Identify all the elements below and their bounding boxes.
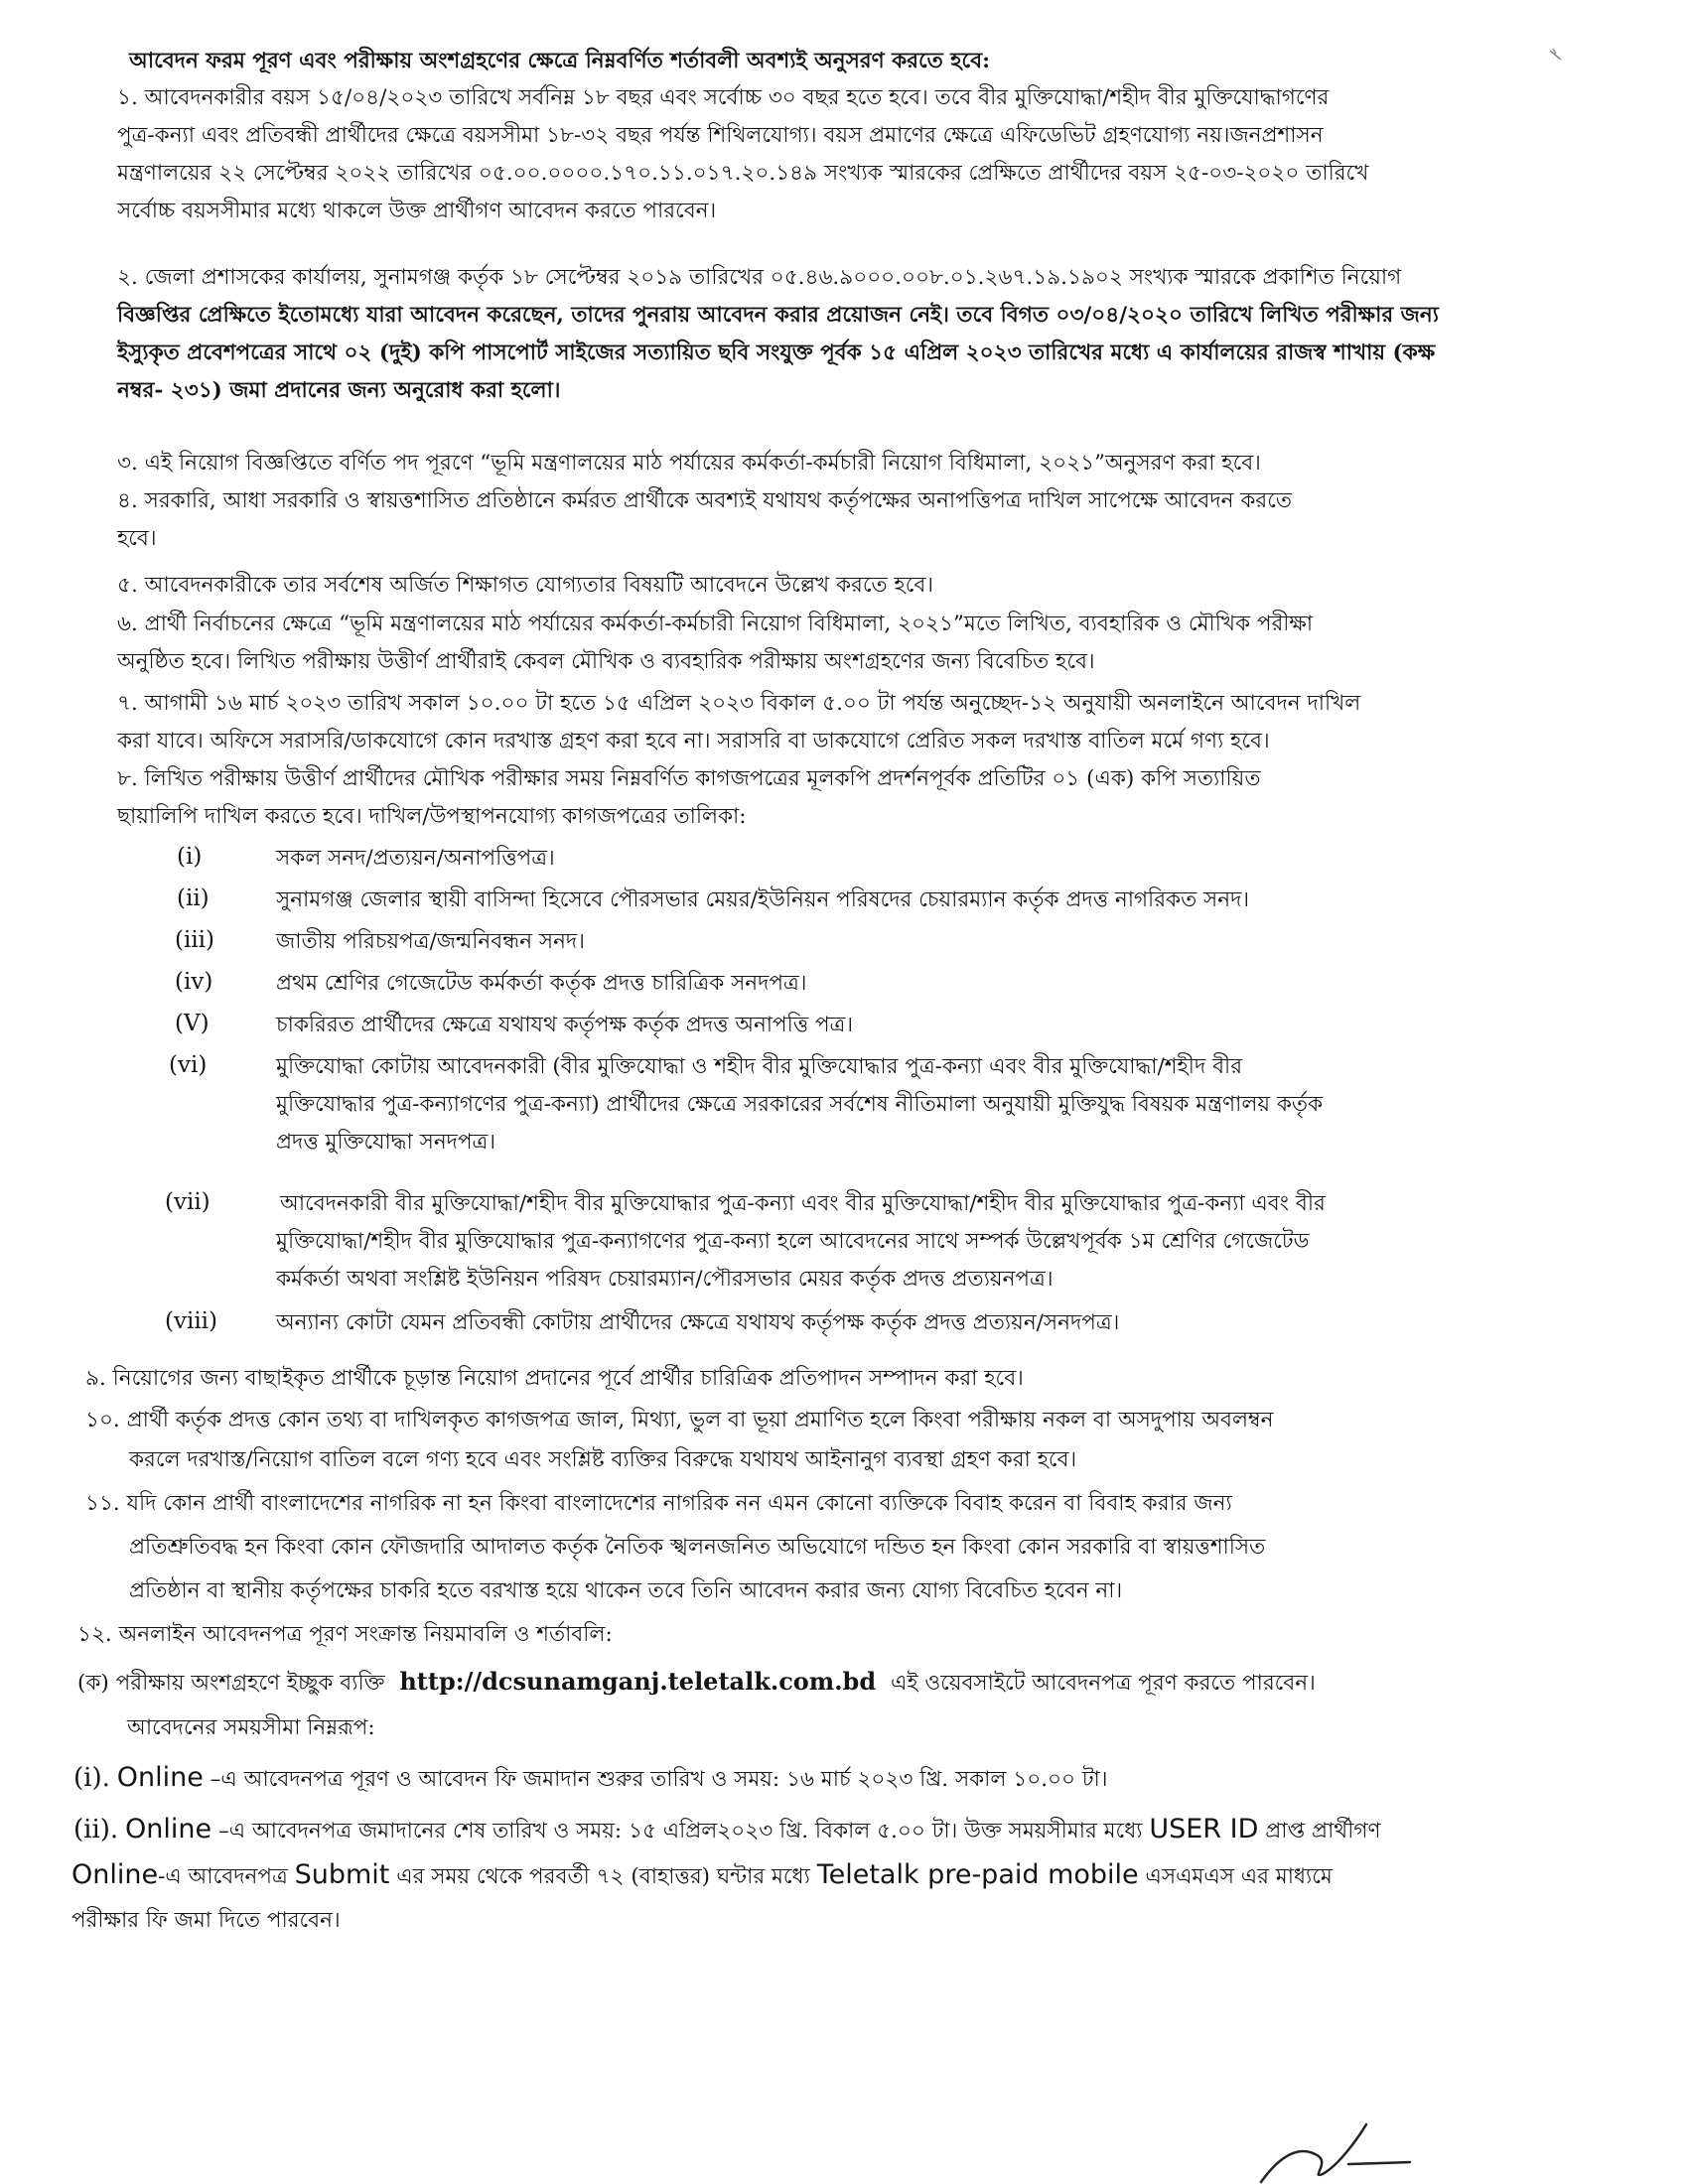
list-item-6-line-1: মুক্তিযোদ্ধা কোটায় আবেদনকারী (বীর মুক্তিযোদ্ধা ও শহীদ বীর মুক্তিযোদ্ধার পুত্র-কন্যা এবং বীর মুক্তিযোদ্ধা/শহীদ বীর (276, 1054, 1243, 1079)
online-submit-word: Online (71, 1859, 159, 1890)
online-submit-c: এসএমএস এর মাধ্যমে (1145, 1864, 1333, 1889)
item-8-line-2: ছায়ালিপি দাখিল করতে হবে। দাখিল/উপস্থাপনযোগ্য কাগজপত্রের তালিকা: (117, 804, 747, 829)
online-start-line (73, 1763, 1107, 1795)
list-numeral-3: (iii) (175, 927, 215, 953)
item-5-line-1: ৫. আবেদনকারীকে তার সর্বশেষ অর্জিত শিক্ষাগত যোগ্যতার বিষয়টি আবেদনে উল্লেখ করতে হবে। (117, 573, 934, 598)
item-12-line-1: ১২. অনলাইন আবেদনপত্র পূরণ সংক্রান্ত নিয়মাবলি ও শর্তাবলি: (77, 1622, 613, 1647)
online-start-text: –এ আবেদনপত্র পূরণ ও আবেদন ফি জমাদান শুরুর তারিখ ও সময়: ১৬ মার্চ ২০২৩ খ্রি. সকাল ১০.০০ টা। (210, 1767, 1108, 1792)
item-2-line-2: বিজ্ঞপ্তির প্রেক্ষিতে ইতোমধ্যে যারা আবেদন করেছেন, তাদের পুনরায় আবেদন করার প্রয়োজন নেই। তবে বিগত ০৩/০৪/২০২০ তারিখে লিখিত পরীক্ষার জন্য (117, 303, 1439, 328)
item-4-line-2: হবে। (117, 526, 157, 551)
item-1-line-1: ১. আবেদনকারীর বয়স ১৫/০৪/২০২৩ তারিখে সর্বনিম্ন ১৮ বছর এবং সর্বোচ্চ ৩০ বছর হতে হবে। তবে বীর মুক্তিযোদ্ধা/শহীদ বীর মুক্তিযোদ্ধাগণের (117, 85, 1330, 110)
item-7-line-2: করা যাবে। অফিসে সরাসরি/ডাকযোগে কোন দরখাস্ত গ্রহণ করা হবে না। সরাসরি বা ডাকযোগে প্রেরিত সকল দরখাস্ত বাতিল মর্মে গণ্য হবে। (117, 729, 1270, 753)
item-10-line-1: ১০. প্রার্থী কর্তৃক প্রদত্ত কোন তথ্য বা দাখিলকৃত কাগজপত্র জাল, মিথ্যা, ভুল বা ভূয়া প্রমাণিত হলে কিংবা পরীক্ষায় নকল বা অসদুপায় অবলম্বন (85, 1408, 1274, 1433)
item-8-line-1: ৮. লিখিত পরীক্ষায় উত্তীর্ণ প্রার্থীদের মৌখিক পরীক্ষার সময় নিম্নবর্ণিত কাগজপত্রের মূলকপি প্রদর্শনপূর্বক প্রতিটির ০১ (এক) কপি সত্যায়িত (117, 766, 1261, 791)
online-end-tail: প্রাপ্ত প্রার্থীগণ (1265, 1819, 1381, 1843)
list-item-6-line-2: মুক্তিযোদ্ধার পুত্র-কন্যাগণের পুত্র-কন্যা) প্রার্থীদের ক্ষেত্রে সরকারের সর্বশেষ নীতিমালা অনুযায়ী মুক্তিযুদ্ধ বিষয়ক মন্ত্রণালয় কর্তৃক (276, 1092, 1324, 1117)
online-start-num: (i). (73, 1763, 110, 1793)
notice-heading: আবেদন ফরম পূরণ এবং পরীক্ষায় অংশগ্রহণের ক্ষেত্রে নিম্নবর্ণিত শর্তাবলী অবশ্যই অনুসরণ করতে হবে: (129, 49, 991, 73)
item-2-line-4: নম্বর- ২৩১) জমা প্রদানের জন্য অনুরোধ করা হলো। (117, 378, 561, 403)
online-fee-line: পরীক্ষার ফি জমা দিতে পারবেন। (71, 1908, 341, 1933)
online-end-text: –এ আবেদনপত্র জমাদানের শেষ তারিখ ও সময়: ১৫ এপ্রিল২০২৩ খ্রি. বিকাল ৫.০০ টা। উক্ত সময়সীমার মধ্যে (217, 1819, 1143, 1843)
list-numeral-8: (viii) (165, 1308, 218, 1334)
item-6-line-2: অনুষ্ঠিত হবে। লিখিত পরীক্ষায় উত্তীর্ণ প্রার্থীরাই কেবল মৌখিক ও ব্যবহারিক পরীক্ষায় অংশগ্রহণের জন্য বিবেচিত হবে। (117, 649, 1095, 674)
item-2-line-3: ইস্যুকৃত প্রবেশপত্রের সাথে ০২ (দুই) কপি পাসপোর্ট সাইজের সত্যায়িত ছবি সংযুক্ত পূর্বক ১৫ এপ্রিল ২০২৩ তারিখের মধ্যে এ কার্যালয়ের রাজস্ব শাখায় (কক্ষ (117, 341, 1436, 365)
list-item-7-line-1: আবেদনকারী বীর মুক্তিযোদ্ধা/শহীদ বীর মুক্তিযোদ্ধার পুত্র-কন্যা এবং বীর মুক্তিযোদ্ধা/শহীদ বীর মুক্তিযোদ্ধার পুত্র-কন্যা এবং বীর (280, 1191, 1326, 1216)
list-item-7-line-3: কর্মকর্তা অথবা সংশ্লিষ্ট ইউনিয়ন পরিষদ চেয়ারম্যান/পৌরসভার মেয়র কর্তৃক প্রদত্ত প্রত্যয়নপত্র। (276, 1267, 1054, 1292)
list-item-1: সকল সনদ/প্রত্যয়ন/অনাপত্তিপত্র। (276, 846, 555, 871)
user-id-text: USER ID (1149, 1814, 1259, 1844)
list-item-4: প্রথম শ্রেণির গেজেটেড কর্মকর্তা কর্তৃক প্রদত্ত চারিত্রিক সনদপত্র। (276, 971, 807, 996)
online-end-word: Online (125, 1814, 212, 1844)
list-item-3: জাতীয় পরিচয়পত্র/জন্মনিবন্ধন সনদ। (276, 929, 585, 954)
online-end-line (73, 1815, 1380, 1846)
list-numeral-6: (vi) (169, 1052, 208, 1078)
list-numeral-1: (i) (177, 844, 203, 870)
list-numeral-2: (ii) (177, 886, 210, 911)
item-11-line-2: প্রতিশ্রুতিবদ্ধ হন কিংবা কোন ফৌজদারি আদালত কর্তৃক নৈতিক স্খলনজনিত অভিযোগে দন্ডিত হন কিংবা কোন সরকারি বা স্বায়ত্তশাসিত (129, 1535, 1266, 1560)
list-numeral-7: (vii) (165, 1189, 211, 1215)
list-item-7-line-2: মুক্তিযোদ্ধা/শহীদ বীর মুক্তিযোদ্ধার পুত্র-কন্যাগণের পুত্র-কন্যা হলে আবেদনের সাথে সম্পর্ক উল্লেখপূর্বক ১ম শ্রেণির গেজেটেড (276, 1229, 1310, 1254)
corner-scan-mark (1547, 46, 1565, 64)
signature-mark (1241, 2105, 1420, 2184)
application-url: http://dcsunamganj.teletalk.com.bd (399, 1667, 877, 1696)
item-1-line-3: মন্ত্রণালয়ের ২২ সেপ্টেম্বর ২০২২ তারিখের ০৫.০০.০০০০.১৭০.১১.০১৭.২০.১৪৯ সংখ্যক স্মারকের প্রেক্ষিতে প্রার্থীদের বয়স ২৫-০৩-২০২০ তারিখে (117, 161, 1369, 186)
online-submit-line (71, 1860, 1333, 1892)
item-ka-prefix: (ক) পরীক্ষায় অংশগ্রহণে ইচ্ছুক ব্যক্তি (77, 1671, 385, 1696)
list-item-5: চাকরিরত প্রার্থীদের ক্ষেত্রে যথাযথ কর্তৃপক্ষ কর্তৃক প্রদত্ত অনাপত্তি পত্র। (276, 1013, 854, 1037)
item-ka-line-2: আবেদনের সময়সীমা নিম্নরূপ: (127, 1715, 375, 1740)
item-2-line-1: ২. জেলা প্রশাসকের কার্যালয়, সুনামগঞ্জ কর্তৃক ১৮ সেপ্টেম্বর ২০১৯ তারিখের ০৫.৪৬.৯০০০.০০৮.০১.২৬৭.১৯.১৯০২ সংখ্যক স্মারকে প্রকাশিত নিয়োগ (117, 265, 1402, 290)
item-10-line-2: করলে দরখাস্ত/নিয়োগ বাতিল বলে গণ্য হবে এবং সংশ্লিষ্ট ব্যক্তির বিরুদ্ধে যথাযথ আইনানুগ ব্যবস্থা গ্রহণ করা হবে। (129, 1447, 1077, 1472)
item-9-line-1: ৯. নিয়োগের জন্য বাছাইকৃত প্রার্থীকে চূড়ান্ত নিয়োগ প্রদানের পূর্বে প্রার্থীর চারিত্রিক প্রতিপাদন সম্পাদন করা হবে। (85, 1366, 1024, 1391)
list-item-6-line-3: প্রদত্ত মুক্তিযোদ্ধা সনদপত্র। (276, 1130, 496, 1155)
item-1-line-2: পুত্র-কন্যা এবং প্রতিবন্ধী প্রার্থীদের ক্ষেত্রে বয়সসীমা ১৮-৩২ বছর পর্যন্ত শিথিলযোগ্য। বয়স প্রমাণের ক্ষেত্রে এফিডেভিট গ্রহণযোগ্য নয়।জনপ্রশাসন (117, 123, 1324, 148)
item-11-line-3: প্রতিষ্ঠান বা স্থানীয় কর্তৃপক্ষের চাকরি হতে বরখাস্ত হয়ে থাকেন তবে তিনি আবেদন করার জন্য যোগ্য বিবেচিত হবেন না। (129, 1578, 1123, 1603)
item-6-line-1: ৬. প্রার্থী নির্বাচনের ক্ষেত্রে “ভূমি মন্ত্রণালয়ের মাঠ পর্যায়ের কর্মকর্তা-কর্মচারী নিয়োগ বিধিমালা, ২০২১”মতে লিখিত, ব্যবহারিক ও মৌখিক পরীক্ষা (117, 612, 1314, 636)
teletalk-text: Teletalk pre-paid mobile (816, 1859, 1139, 1890)
online-end-num: (ii). (73, 1815, 119, 1844)
item-3-line-1: ৩. এই নিয়োগ বিজ্ঞপ্তিতে বর্ণিত পদ পূরণে “ভূমি মন্ত্রণালয়ের মাঠ পর্যায়ের কর্মকর্তা-কর্মচারী নিয়োগ বিধিমালা, ২০২১”অনুসরণ করা হবে। (117, 451, 1261, 476)
item-ka-line-1 (77, 1667, 1316, 1699)
online-submit-a: -এ আবেদনপত্র (158, 1864, 288, 1889)
item-ka-suffix: এই ওয়েবসাইটে আবেদনপত্র পূরণ করতে পারবেন। (890, 1671, 1316, 1696)
item-1-line-4: সর্বোচ্চ বয়সসীমার মধ্যে থাকলে উক্ত প্রার্থীগণ আবেদন করতে পারবেন। (117, 199, 717, 223)
list-numeral-5: (V) (175, 1011, 210, 1036)
online-submit-b: এর সময় থেকে পরবর্তী ৭২ (বাহাত্তর) ঘন্টার মধ্যে (396, 1864, 810, 1889)
list-item-8: অন্যান্য কোটা যেমন প্রতিবন্ধী কোটায় প্রার্থীদের ক্ষেত্রে যথাযথ কর্তৃপক্ষ কর্তৃক প্রদত্ত প্রত্যয়ন/সনদপত্র। (276, 1310, 1120, 1335)
list-item-2: সুনামগঞ্জ জেলার স্থায়ী বাসিন্দা হিসেবে পৌরসভার মেয়র/ইউনিয়ন পরিষদের চেয়ারম্যান কর্তৃক প্রদত্ত নাগরিকত সনদ। (276, 887, 1250, 912)
item-4-line-1: ৪. সরকারি, আধা সরকারি ও স্বায়ত্তশাসিত প্রতিষ্ঠানে কর্মরত প্রার্থীকে অবশ্যই যথাযথ কর্তৃপক্ষের অনাপত্তিপত্র দাখিল সাপেক্ষে আবেদন করতে (117, 488, 1292, 513)
submit-text: Submit (294, 1859, 390, 1890)
online-start-word: Online (116, 1762, 204, 1793)
item-11-line-1: ১১. যদি কোন প্রার্থী বাংলাদেশের নাগরিক না হন কিংবা বাংলাদেশের নাগরিক নন এমন কোনো ব্যক্তিকে বিবাহ করেন বা বিবাহ করার জন্য (85, 1491, 1232, 1516)
item-7-line-1: ৭. আগামী ১৬ মার্চ ২০২৩ তারিখ সকাল ১০.০০ টা হতে ১৫ এপ্রিল ২০২৩ বিকাল ৫.০০ টা পর্যন্ত অনুচ্ছেদ-১২ অনুযায়ী অনলাইনে আবেদন দাখিল (117, 691, 1361, 716)
list-numeral-4: (iv) (175, 969, 213, 995)
